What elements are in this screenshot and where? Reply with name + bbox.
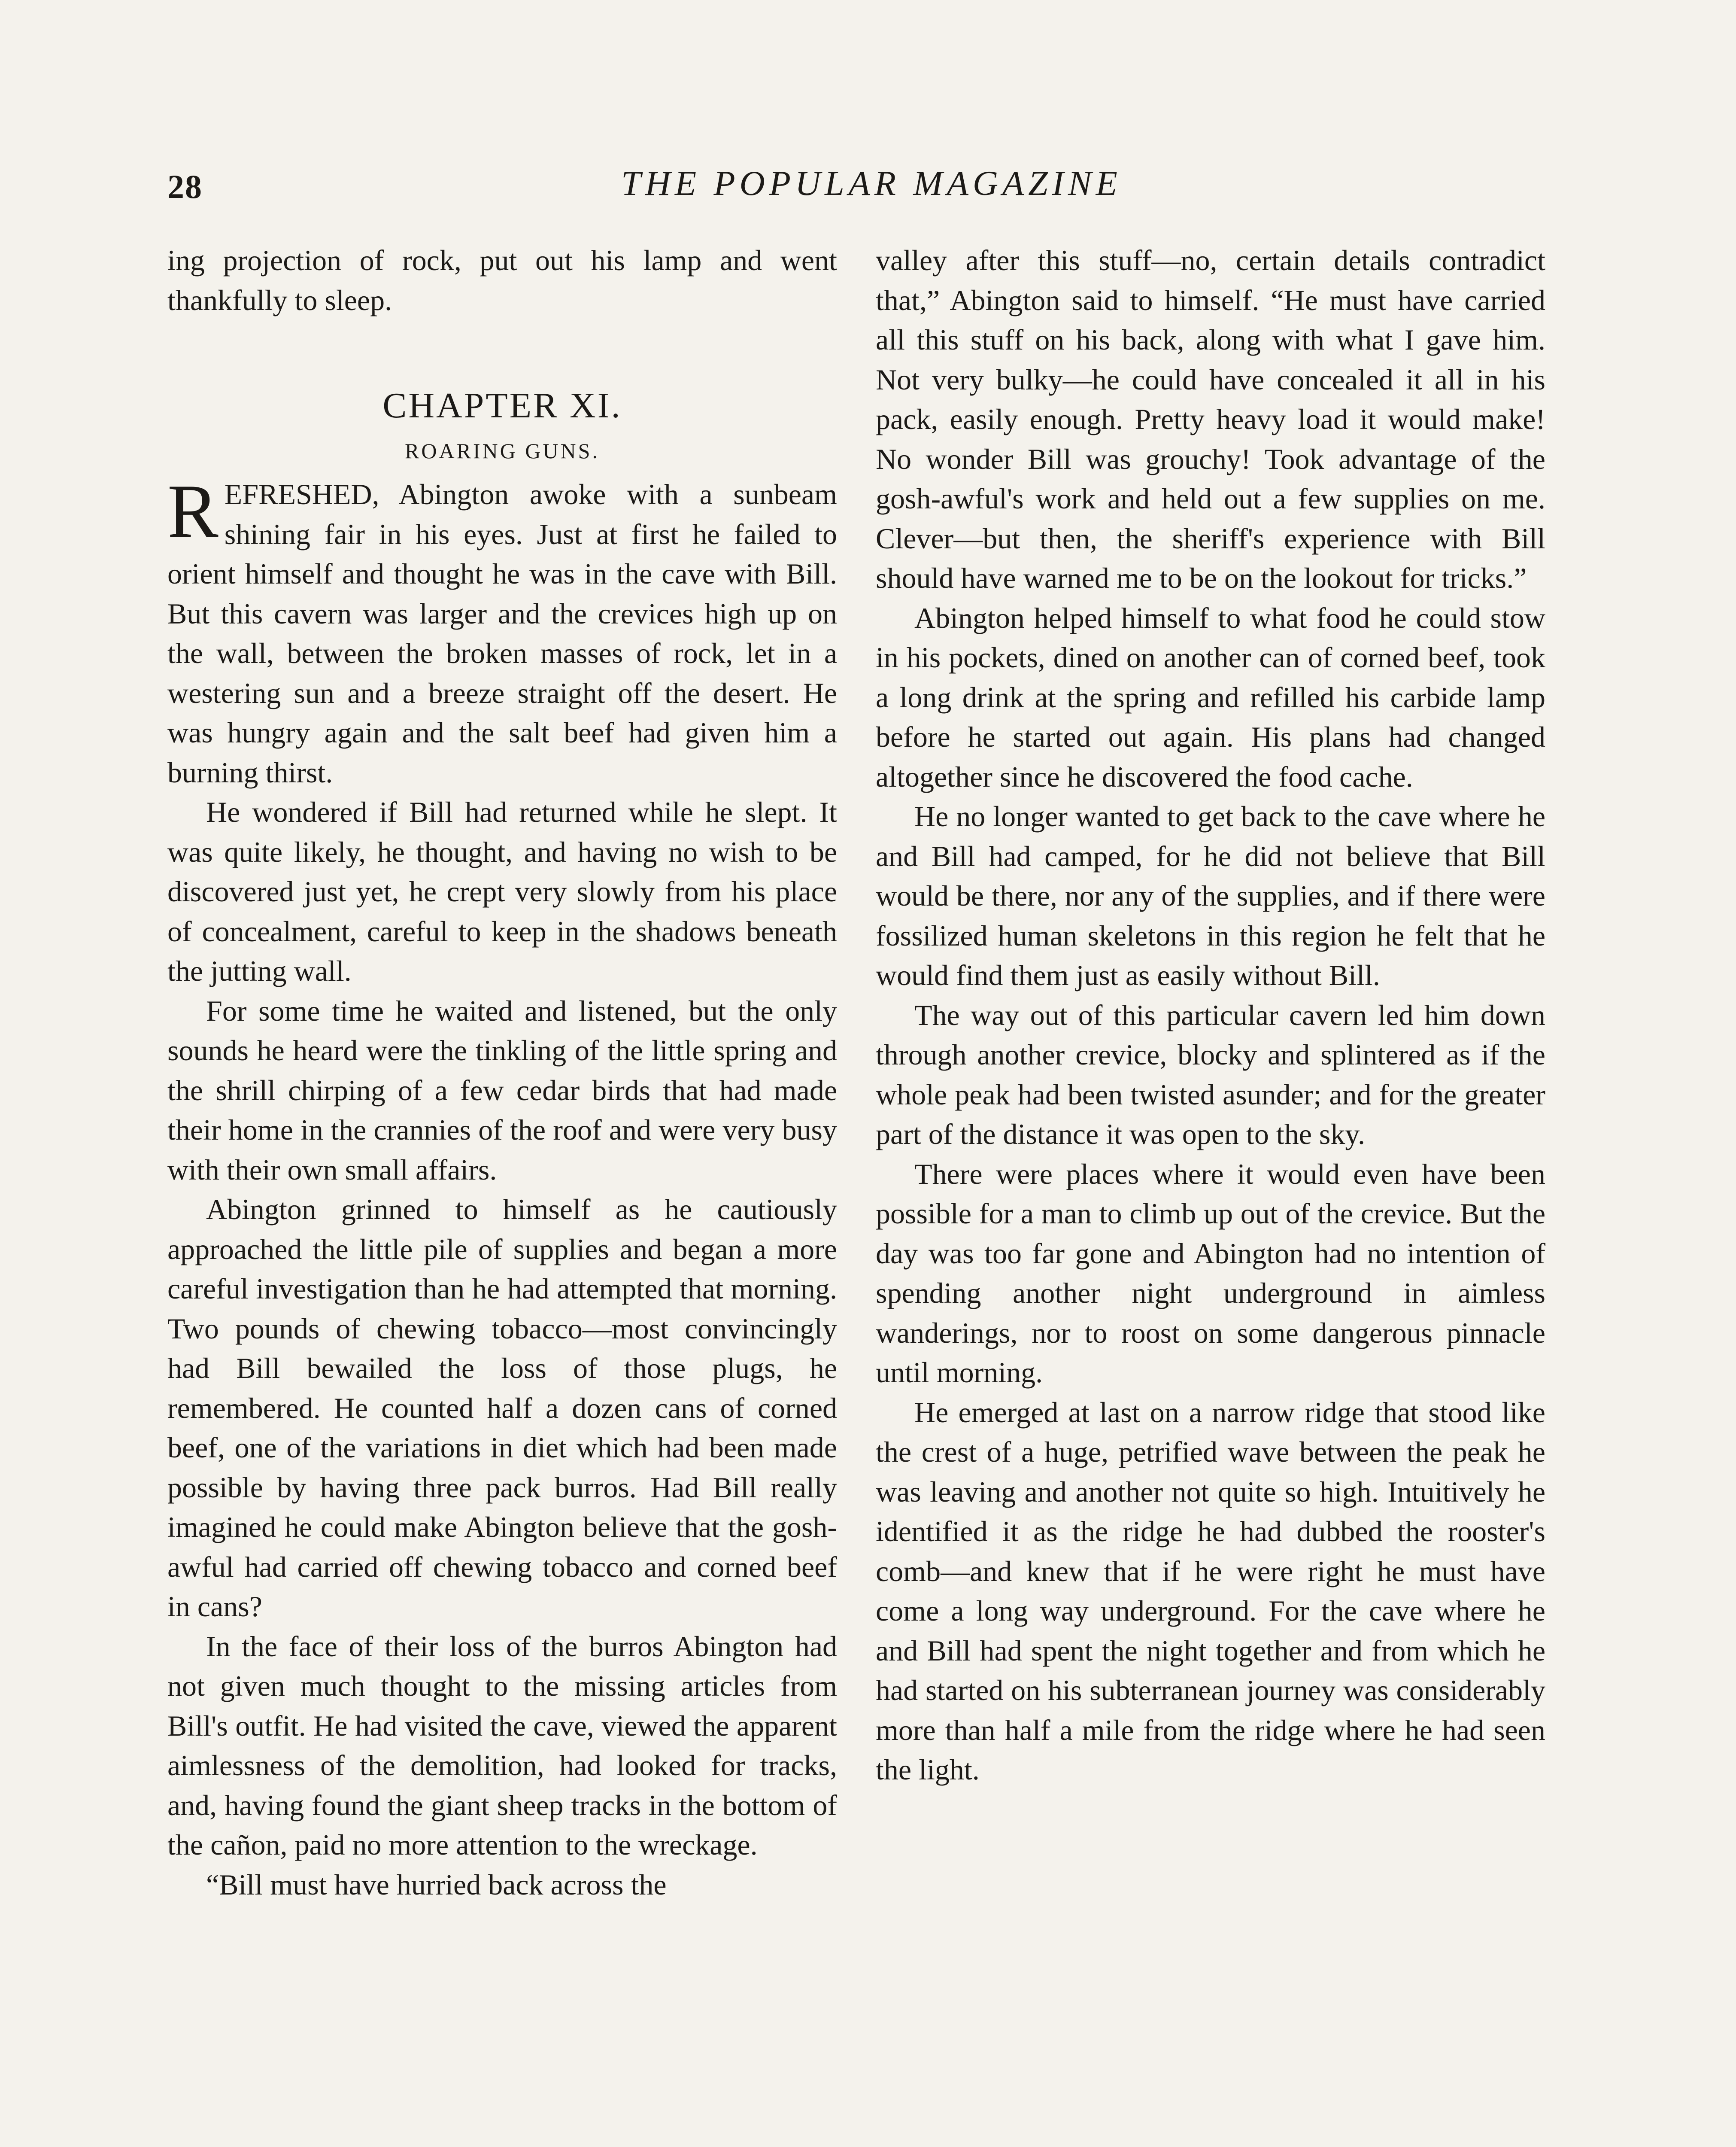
- paragraph: He wondered if Bill had returned while he slept. It was quite likely, he thought, and having no wish to be discovered just yet, he crept very slowly from his place of concealment, careful to keep in the shadows beneath the jutting wall.: [167, 796, 837, 987]
- right-column: [876, 240, 1545, 1790]
- paragraph: In the face of their loss of the burros Abington had not given much thought to the missing articles from Bill's outfit. He had visited the cave, viewed the apparent aimlessness of the demolition, had looked for tracks, and, having found the giant sheep tracks in the bottom of the cañon, paid no more attention to the wreckage.: [167, 1630, 837, 1861]
- paragraph: He no longer wanted to get back to the cave where he and Bill had camped, for he did not believe that Bill would be there, nor any of the supplies, and if there were fossilized human skeletons in this region he felt that he would find them just as easily without Bill.: [876, 800, 1545, 991]
- paragraph-opening: [167, 468, 837, 792]
- paragraph-continuation: ing projection of rock, put out his lamp and went thankfully to sleep.: [167, 244, 837, 316]
- paragraph: He emerged at last on a narrow ridge that stood like the crest of a huge, petrified wave between the peak he was leaving and another not quite so high. Intuitively he identified it as the ridge he had dubbed the rooster's comb—and knew that if he were right he must have come a long way underground. For the cave where he and Bill had spent the night together and from which he had started on his subterranean journey was considerably more than half a mile from the ridge where he had seen the light.: [876, 1396, 1545, 1786]
- left-column: [167, 240, 837, 1904]
- running-head: THE POPULAR MAGAZINE: [621, 164, 1122, 203]
- drop-cap: R: [167, 468, 219, 553]
- paragraph: Abington grinned to himself as he cautiously approached the little pile of supplies and began a more careful investigation than he had attempted that morning. Two pounds of chewing tobacco—most convincingly had Bill bewailed the loss of those plugs, he remembered. He counted half a dozen cans of corned beef, one of the variations in diet which had been made possible by having three pack burros. Had Bill really imagined he could make Abington believe that the gosh-awful had carried off chewing tobacco and corned beef in cans?: [167, 1193, 837, 1623]
- chapter-title: CHAPTER XI.: [382, 386, 622, 426]
- paragraph-opening-text: EFRESHED, Abington awoke with a sunbeam shining fair in his eyes. Just at first he failed to orient himself and thought he was in the cave with Bill. But this cavern was larger and the crevices high up on the wall, between the broken masses of rock, let in a westering sun and a breeze straight off the desert. He was hungry again and the salt beef had given him a burning thirst.: [167, 478, 837, 789]
- page-number: 28: [167, 168, 203, 205]
- paragraph-continuation: valley after this stuff—no, certain details contradict that,” Abington said to himself. “He must have carried all this stuff on his back, along with what I gave him. Not very bulky—he could have concealed it all in his pack, easily enough. Pretty heavy load it would make! No wonder Bill was grouchy! Took advantage of the gosh-awful's work and held out a few supplies on me. Clever—but then, the sheriff's experience with Bill should have warned me to be on the lookout for tricks.”: [876, 244, 1545, 594]
- paragraph: For some time he waited and listened, but the only sounds he heard were the tinkling of the little spring and the shrill chirping of a few cedar birds that had made their home in the crannies of the roof and were very busy with their own small affairs.: [167, 994, 837, 1186]
- page-header: [167, 163, 1575, 215]
- paragraph: There were places where it would even have been possible for a man to climb up out of the crevice. But the day was too far gone and Abington had no intention of spending another night underground in aimless wanderings, nor to roost on some dangerous pinnacle until morning.: [876, 1157, 1545, 1389]
- chapter-subtitle: ROARING GUNS.: [405, 439, 600, 463]
- paragraph: The way out of this particular cavern led him down through another crevice, blocky and splintered as if the whole peak had been twisted asunder; and for the greater part of the distance it was open to the sky.: [876, 998, 1545, 1150]
- paragraph: “Bill must have hurried back across the: [206, 1868, 667, 1901]
- paragraph: Abington helped himself to what food he could stow in his pockets, dined on another can of corned beef, took a long drink at the spring and refilled his carbide lamp before he started out again. His plans had changed altogether since he discovered the food cache.: [876, 601, 1545, 793]
